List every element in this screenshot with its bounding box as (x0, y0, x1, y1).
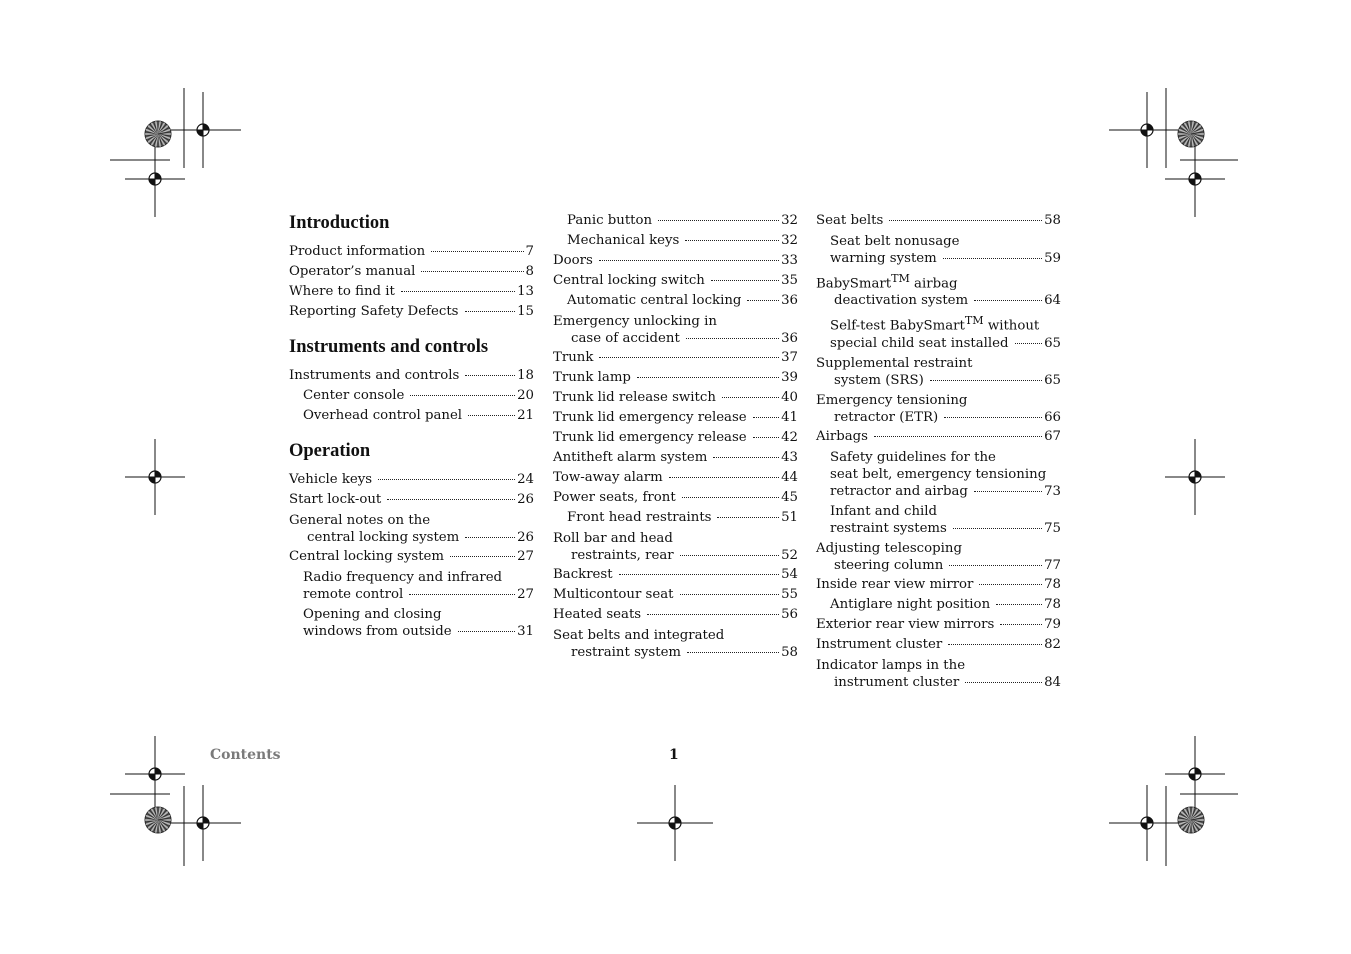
toc-entry-title: Exterior rear view mirrors (816, 616, 995, 632)
toc-entry-title: Trunk lid release switch (553, 390, 716, 405)
dot-leader (685, 240, 779, 241)
toc-entry-title: retractor (ETR) (834, 409, 939, 425)
dot-leader (669, 477, 779, 478)
dot-leader (465, 537, 515, 538)
registration-crosshair-icon (1165, 736, 1225, 812)
toc-entry-page: 8 (525, 264, 534, 279)
toc-entry-page: 27 (517, 549, 534, 564)
toc-entry-title: Multicontour seat (553, 587, 674, 602)
dot-leader (658, 220, 779, 221)
toc-entry-page: 67 (1044, 428, 1061, 444)
toc-entry-page: 44 (781, 470, 798, 485)
toc-entry-title: Inside rear view mirror (816, 576, 974, 592)
dot-leader (465, 311, 516, 312)
toc-entry[interactable] (553, 508, 798, 528)
toc-entry-page: 55 (781, 587, 798, 602)
toc-entry-title: central locking system (307, 530, 460, 545)
toc-entry-title: steering column (834, 557, 944, 573)
toc-entry-page: 58 (1044, 213, 1061, 228)
toc-entry-title-line: Seat belts and integrated (553, 628, 725, 643)
registration-crosshair-icon (637, 785, 713, 861)
dot-leader (747, 300, 779, 301)
toc-entry-title: Seat belts (816, 213, 884, 228)
toc-entry[interactable] (816, 655, 1061, 692)
toc-entry-page: 52 (781, 548, 798, 563)
toc-entry[interactable] (816, 353, 1061, 390)
toc-entry[interactable] (816, 615, 1061, 635)
toc-entry-title-line: Infant and child (830, 503, 938, 519)
toc-entry-title-line: Roll bar and head (553, 531, 673, 546)
toc-entry-page: 73 (1044, 483, 1061, 499)
toc-entry-title: Doors (553, 253, 593, 268)
toc-entry-title-line: Opening and closing (303, 607, 442, 622)
toc-column-3 (816, 211, 1061, 692)
toc-entry-title: Tow-away alarm (553, 470, 663, 485)
dot-leader (713, 457, 779, 458)
toc-entry-page: 43 (781, 450, 798, 465)
toc-entry-page: 64 (1044, 293, 1061, 309)
toc-entry-title: restraint system (571, 645, 682, 660)
toc-entry-page: 79 (1044, 616, 1061, 632)
toc-entry-page: 26 (517, 530, 534, 545)
dot-leader (410, 395, 515, 396)
dot-leader (722, 397, 779, 398)
dot-leader (965, 682, 1042, 683)
toc-entry-title: Start lock-out (289, 492, 382, 507)
toc-entry-title: windows from outside (303, 624, 452, 639)
toc-entry-title: Central locking system (289, 549, 445, 564)
toc-entry-page: 32 (781, 213, 798, 228)
page-number: 1 (669, 747, 679, 763)
toc-entry-page: 36 (781, 293, 798, 308)
toc-entry-page: 33 (781, 253, 798, 268)
dot-leader (930, 380, 1042, 381)
dot-leader (682, 497, 779, 498)
registration-crosshair-icon (165, 785, 241, 861)
toc-entry-title: Instrument cluster (816, 636, 943, 652)
dot-leader (944, 417, 1042, 418)
toc-entry-page: 40 (781, 390, 798, 405)
toc-entry-title-line: Safety guidelines for the (830, 449, 996, 465)
toc-entry-page: 7 (525, 244, 534, 259)
toc-entry-title-line: Adjusting telescoping (816, 540, 962, 556)
toc-entry-title: Antiglare night position (830, 596, 991, 612)
dot-leader (1000, 624, 1042, 625)
toc-entry-page: 27 (517, 587, 534, 602)
toc-entry[interactable] (816, 595, 1061, 615)
toc-entry-title: Trunk lid emergency release (553, 410, 747, 425)
dot-leader (458, 631, 515, 632)
toc-entry[interactable] (553, 311, 798, 348)
dot-leader (450, 556, 515, 557)
toc-entry-title-line: Radio frequency and infrared (303, 570, 503, 585)
toc-entry[interactable] (553, 428, 798, 448)
toc-entry[interactable] (289, 302, 534, 322)
registration-crosshair-icon (1109, 785, 1185, 861)
registration-crosshair-icon (125, 141, 185, 217)
toc-entry-title: Trunk lamp (553, 370, 631, 385)
dot-leader (753, 437, 779, 438)
dot-leader (874, 436, 1042, 437)
dot-leader (753, 417, 779, 418)
toc-entry-title: Front head restraints (567, 510, 712, 525)
toc-entry-title: restraint systems (830, 520, 947, 536)
toc-entry-page: 58 (781, 645, 798, 660)
toc-entry-title: Trunk (553, 350, 594, 365)
toc-entry[interactable] (289, 262, 534, 282)
toc-entry-page: 78 (1044, 576, 1061, 592)
footer-section-label: Contents (210, 747, 281, 763)
section-heading: Instruments and controls (289, 337, 489, 357)
dot-leader (686, 338, 779, 339)
toc-entry[interactable] (816, 390, 1061, 427)
toc-entry[interactable] (816, 231, 1061, 268)
toc-entry-title: Overhead control panel (303, 408, 463, 423)
toc-entry-title-line: Supplemental restraint (816, 355, 973, 371)
registration-crosshair-icon (125, 736, 185, 812)
dot-leader (974, 491, 1042, 492)
toc-entry-title: Where to find it (289, 284, 395, 299)
toc-entry-page: 13 (517, 284, 534, 299)
toc-entry-page: 77 (1044, 557, 1061, 573)
dot-leader (647, 614, 779, 615)
dot-leader (637, 377, 779, 378)
toc-entry[interactable] (553, 211, 798, 231)
toc-entry[interactable] (289, 366, 534, 386)
toc-column-2 (553, 211, 798, 662)
toc-entry-title: Heated seats (553, 607, 642, 622)
registration-crosshair-icon (125, 439, 185, 515)
toc-entry[interactable] (816, 427, 1061, 447)
toc-entry[interactable] (553, 528, 798, 565)
toc-entry[interactable] (816, 310, 1061, 352)
dot-leader (711, 280, 779, 281)
section-gap (289, 322, 534, 335)
color-calibration-target-icon (145, 121, 171, 147)
toc-entry-page: 51 (781, 510, 798, 525)
dot-leader (996, 604, 1042, 605)
toc-entry-title-line: Seat belt nonusage (830, 234, 960, 249)
toc-entry-title: Antitheft alarm system (553, 450, 708, 465)
dot-leader (409, 594, 515, 595)
registration-crosshair-icon (1165, 439, 1225, 515)
toc-entry-title-line: Self-test BabySmart™ without (830, 314, 1040, 334)
registration-crosshair-icon (165, 92, 241, 168)
toc-entry-title: special child seat installed (830, 335, 1009, 351)
toc-entry[interactable] (289, 406, 534, 426)
dot-leader (948, 644, 1042, 645)
dot-leader (953, 528, 1042, 529)
toc-entry[interactable] (289, 510, 534, 547)
toc-entry[interactable] (816, 575, 1061, 595)
toc-entry-page: 24 (517, 472, 534, 487)
toc-entry-page: 32 (781, 233, 798, 248)
toc-entry-page: 35 (781, 273, 798, 288)
toc-entry-page: 18 (517, 368, 534, 383)
toc-entry-page: 36 (781, 331, 798, 346)
section-gap (289, 426, 534, 439)
toc-entry-title: system (SRS) (834, 372, 924, 388)
toc-entry[interactable] (553, 388, 798, 408)
dot-leader (387, 499, 515, 500)
toc-entry-page: 56 (781, 607, 798, 622)
dot-leader (421, 271, 523, 272)
toc-entry-title: Product information (289, 244, 426, 259)
toc-entry[interactable] (816, 501, 1061, 538)
dot-leader (889, 220, 1042, 221)
toc-entry-page: 54 (781, 567, 798, 582)
toc-entry-title: Automatic central locking (567, 293, 742, 308)
toc-entry[interactable] (553, 585, 798, 605)
dot-leader (1015, 343, 1043, 344)
toc-entry-title: Airbags (816, 428, 868, 444)
toc-entry[interactable] (553, 271, 798, 291)
toc-entry[interactable] (553, 291, 798, 311)
toc-entry-page: 65 (1044, 372, 1061, 388)
dot-leader (974, 300, 1042, 301)
toc-entry[interactable] (816, 447, 1061, 501)
toc-entry-title: retractor and airbag (830, 483, 968, 499)
dot-leader (465, 375, 515, 376)
dot-leader (378, 479, 515, 480)
toc-entry-title-line: BabySmart™ airbag (816, 272, 958, 292)
toc-entry-page: 39 (781, 370, 798, 385)
toc-entry[interactable] (553, 625, 798, 662)
toc-entry[interactable] (553, 448, 798, 468)
color-calibration-target-icon (145, 807, 171, 833)
toc-entry[interactable] (289, 282, 534, 302)
section-heading: Introduction (289, 213, 390, 233)
toc-entry-page: 42 (781, 430, 798, 445)
toc-entry-page: 20 (517, 388, 534, 403)
toc-entry-title: Vehicle keys (289, 472, 373, 487)
toc-entry[interactable] (553, 251, 798, 271)
toc-entry-title: warning system (830, 251, 937, 266)
color-calibration-target-icon (1178, 807, 1204, 833)
toc-entry-title-line: Emergency tensioning (816, 392, 968, 408)
registration-crosshair-icon (1109, 92, 1185, 168)
toc-entry[interactable] (289, 490, 534, 510)
dot-leader (687, 652, 779, 653)
dot-leader (943, 258, 1042, 259)
toc-entry-title: Instruments and controls (289, 368, 460, 383)
dot-leader (599, 260, 779, 261)
toc-entry-page: 45 (781, 490, 798, 505)
toc-entry[interactable] (553, 408, 798, 428)
toc-entry-page: 66 (1044, 409, 1061, 425)
toc-entry-page: 31 (517, 624, 534, 639)
toc-entry[interactable] (289, 242, 534, 262)
toc-entry-title-line: seat belt, emergency tensioning (830, 466, 1047, 482)
dot-leader (431, 251, 523, 252)
toc-entry-title: Mechanical keys (567, 233, 680, 248)
toc-entry-title: instrument cluster (834, 674, 960, 690)
toc-entry[interactable] (553, 348, 798, 368)
registration-crosshair-icon (1165, 141, 1225, 217)
dot-leader (680, 555, 779, 556)
toc-entry-title-line: Emergency unlocking in (553, 314, 717, 329)
toc-entry[interactable] (816, 211, 1061, 231)
toc-entry-page: 59 (1044, 251, 1061, 266)
toc-entry-title: Operator’s manual (289, 264, 416, 279)
toc-entry[interactable] (289, 547, 534, 567)
toc-column-1 (289, 211, 534, 641)
toc-entry-page: 15 (517, 304, 534, 319)
toc-entry[interactable] (816, 538, 1061, 575)
toc-entry-title-line: Indicator lamps in the (816, 657, 966, 673)
toc-entry[interactable] (553, 605, 798, 625)
toc-entry-page: 82 (1044, 636, 1061, 652)
dot-leader (401, 291, 515, 292)
toc-entry[interactable] (816, 268, 1061, 310)
dot-leader (979, 584, 1042, 585)
toc-entry-title: Reporting Safety Defects (289, 304, 459, 319)
toc-entry[interactable] (553, 468, 798, 488)
toc-entry-title: restraints, rear (571, 548, 674, 563)
dot-leader (468, 415, 515, 416)
dot-leader (717, 517, 779, 518)
toc-entry-title: Center console (303, 388, 405, 403)
dot-leader (680, 594, 780, 595)
toc-entry[interactable] (553, 231, 798, 251)
toc-entry-title: Power seats, front (553, 490, 676, 505)
toc-entry-page: 21 (517, 408, 534, 423)
toc-entry[interactable] (289, 604, 534, 641)
toc-entry-title: deactivation system (834, 293, 969, 309)
dot-leader (599, 357, 779, 358)
color-calibration-target-icon (1178, 121, 1204, 147)
toc-entry[interactable] (553, 488, 798, 508)
toc-entry[interactable] (553, 565, 798, 585)
toc-entry-title-line: General notes on the (289, 513, 431, 528)
dot-leader (619, 574, 779, 575)
toc-entry[interactable] (289, 386, 534, 406)
toc-entry-title: Backrest (553, 567, 613, 582)
toc-entry[interactable] (816, 635, 1061, 655)
dot-leader (949, 565, 1042, 566)
toc-entry[interactable] (553, 368, 798, 388)
toc-entry-title: Panic button (567, 213, 653, 228)
toc-entry-title: remote control (303, 587, 404, 602)
toc-entry-page: 78 (1044, 596, 1061, 612)
toc-entry-title: case of accident (571, 331, 680, 346)
toc-entry-page: 37 (781, 350, 798, 365)
toc-entry-page: 65 (1044, 335, 1061, 351)
toc-entry-page: 41 (781, 410, 798, 425)
section-heading: Operation (289, 441, 371, 461)
toc-entry-page: 26 (517, 492, 534, 507)
toc-entry[interactable] (289, 470, 534, 490)
toc-entry-page: 84 (1044, 674, 1061, 690)
toc-entry-title: Trunk lid emergency release (553, 430, 747, 445)
toc-entry-page: 75 (1044, 520, 1061, 536)
toc-entry-title: Central locking switch (553, 273, 705, 288)
toc-entry[interactable] (289, 567, 534, 604)
